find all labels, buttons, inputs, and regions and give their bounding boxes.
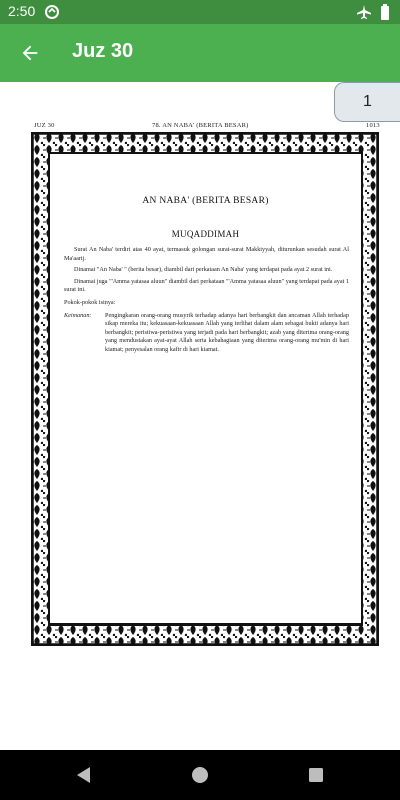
home-circle-icon[interactable] bbox=[190, 765, 210, 785]
scanned-page-content bbox=[49, 153, 362, 624]
arrow-back-icon bbox=[19, 42, 41, 64]
app-bar bbox=[0, 24, 400, 82]
paragraph: Pokok-pokok isinya: bbox=[64, 298, 116, 306]
nav-bar bbox=[0, 750, 400, 800]
airplane-icon bbox=[356, 4, 372, 25]
scan-header-surah: 78. AN NABA' (BERITA BESAR) bbox=[152, 122, 249, 129]
paragraph: Dinamai juga "'Amma yatasaa aluun" diambil dari perkataan "'Amma yatasaa aluun" yang terdapat pada ayat 1 surat ini. bbox=[64, 277, 349, 294]
body-text bbox=[64, 246, 349, 355]
page-number-badge[interactable]: 1 bbox=[334, 82, 400, 122]
scan-header-page: 1013 bbox=[366, 122, 380, 129]
status-bar bbox=[0, 0, 400, 24]
keimanan-row bbox=[64, 312, 349, 355]
status-icons bbox=[356, 4, 390, 25]
battery-icon bbox=[380, 4, 390, 25]
section-heading: MUQADDIMAH bbox=[171, 229, 240, 239]
paragraph: Surat An Naba' terdiri atas 40 ayat, termasuk golongan surat-surat Makkiyyah, diturunkan sesudah surat Al Ma'aarij. bbox=[64, 246, 349, 262]
page-title: Juz 30 bbox=[72, 40, 134, 62]
surah-title: AN NABA' (BERITA BESAR) bbox=[142, 196, 269, 206]
keimanan-label: Keimanan: bbox=[64, 311, 92, 319]
recents-square-icon[interactable] bbox=[306, 765, 326, 785]
sync-icon bbox=[44, 4, 60, 20]
scan-header-juz: JUZ 30 bbox=[34, 122, 55, 129]
back-triangle-icon[interactable] bbox=[74, 765, 94, 785]
back-button[interactable] bbox=[10, 33, 50, 73]
paragraph: Dinamai "An Naba' " (berita besar), diambil dari perkataan An Naba' yang terdapat pada ayat 2 surat ini. bbox=[74, 266, 333, 274]
keimanan-text: Pengingkaran orang-orang musyrik terhadap adanya hari berbangkit dan ancaman Allah terhadap sikap mereka itu; kekuasaan-kekuasaan Allah yang terlihat dalam alam sebagai bukti adanya hari berbangkit; peristiwa-peristiwa yang terjadi pada hari berbangkit; azab yang diterima orang-orang yang mendustakan ayat-ayat Allah serta kebahagiaan yang diterima orang-orang mu'min di hari kiamat; penyesalan orang kafir di hari kiamat. bbox=[105, 311, 349, 353]
status-time: 2:50 bbox=[8, 3, 36, 19]
